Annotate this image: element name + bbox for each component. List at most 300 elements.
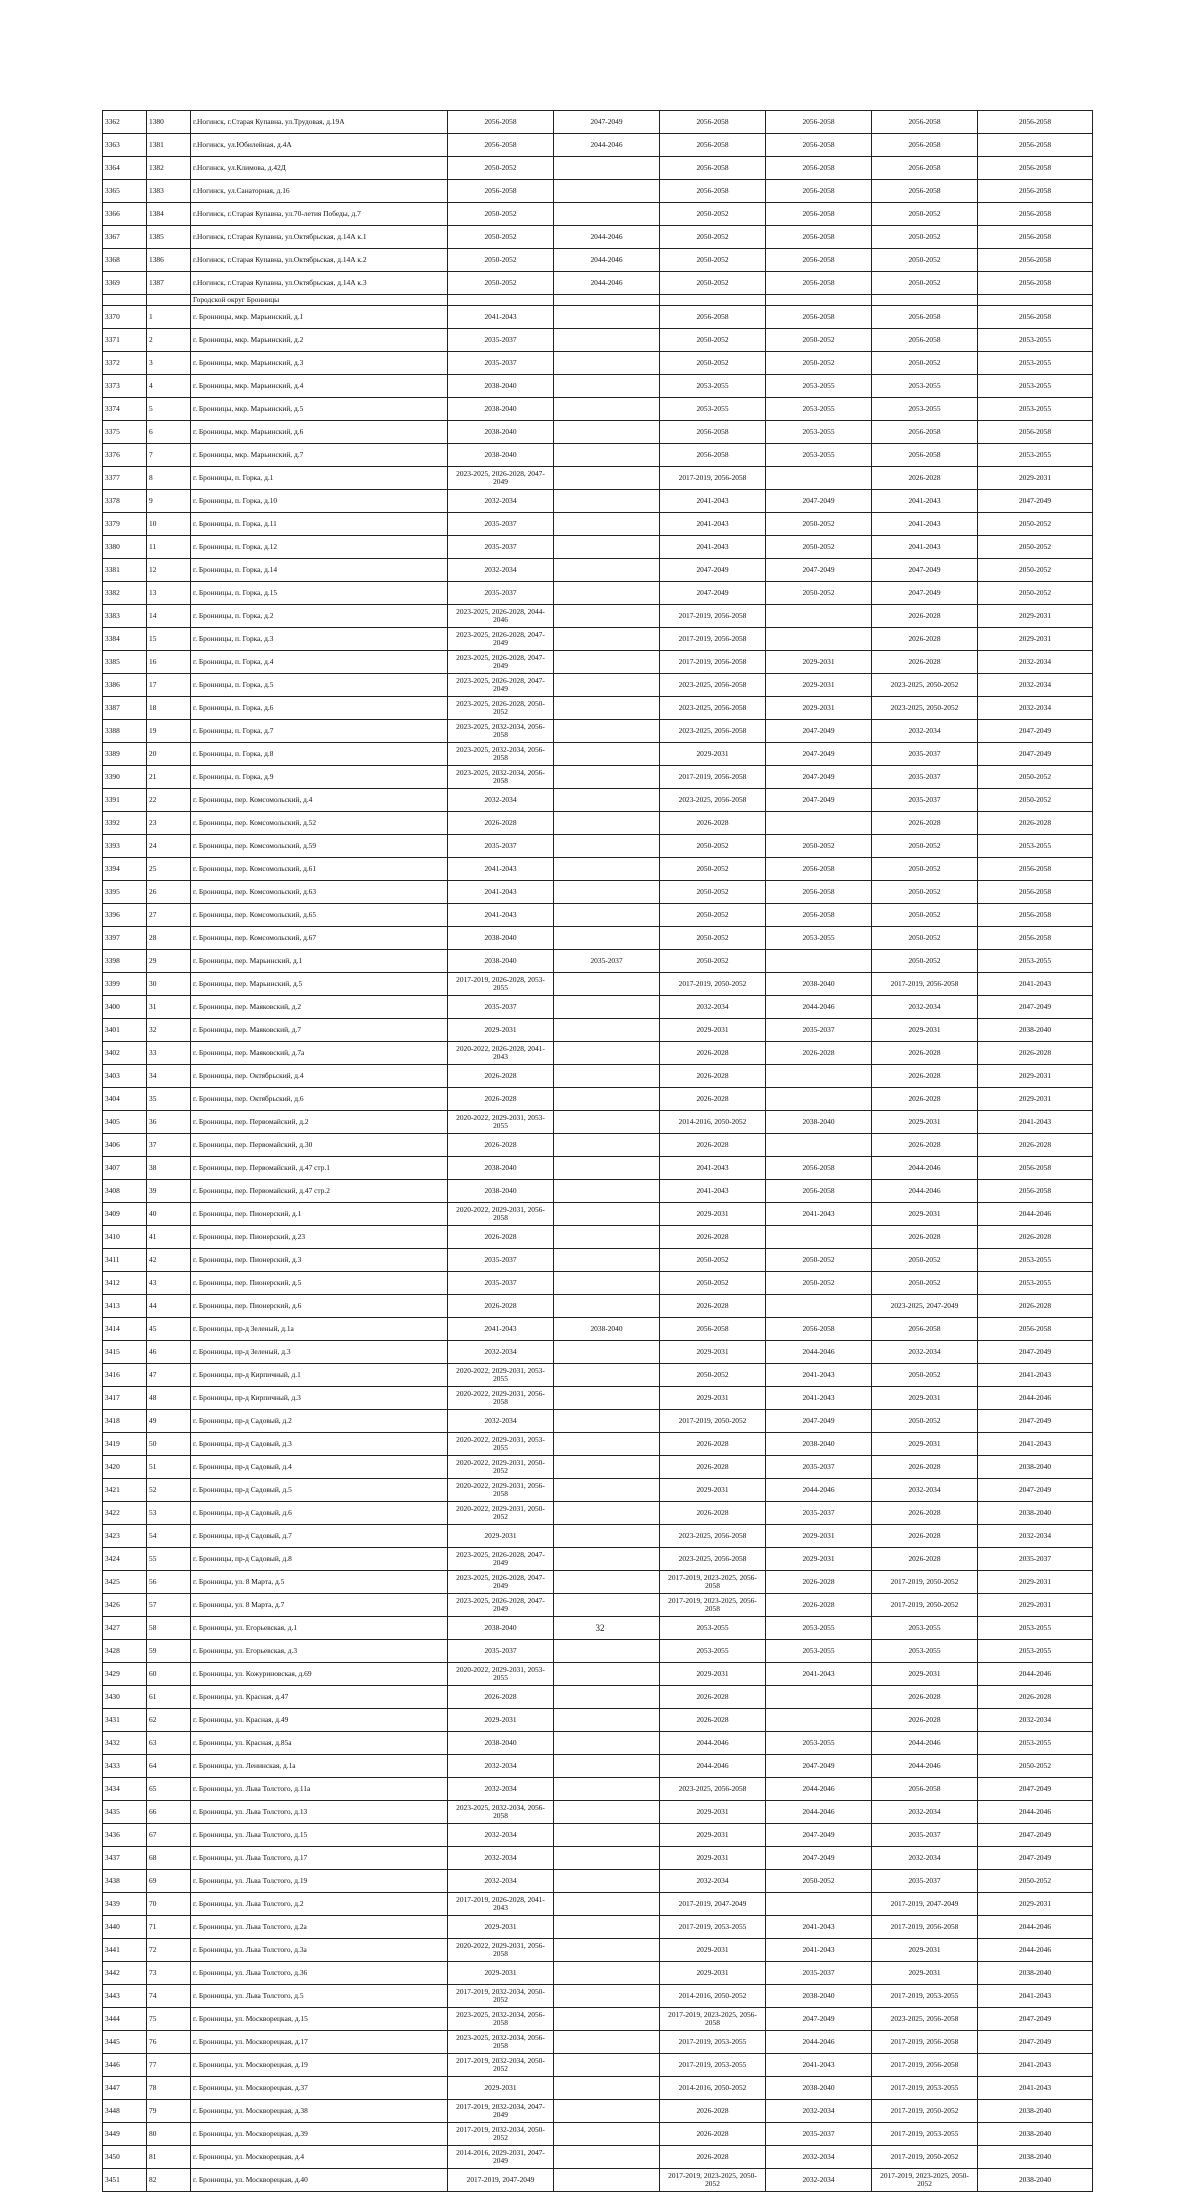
table-row: [103, 157, 1093, 180]
period-cell: [554, 1019, 660, 1042]
period-cell: 2020-2022, 2029-2031, 2053-2055: [448, 1364, 554, 1387]
address-cell: г. Бронницы, ул. Льва Толстого, д.11а: [191, 1778, 448, 1801]
table-row: [103, 1410, 1093, 1433]
period-cell: 2038-2040: [448, 950, 554, 973]
row-number: 10: [147, 513, 191, 536]
row-number: 45: [147, 1318, 191, 1341]
period-cell: 2041-2043: [660, 490, 766, 513]
period-cell: [554, 490, 660, 513]
period-cell: 2041-2043: [978, 2054, 1093, 2077]
table-row: [103, 605, 1093, 628]
table-row: [103, 1226, 1093, 1249]
period-cell: 2029-2031: [872, 1387, 978, 1410]
row-id: 3451: [103, 2169, 147, 2192]
period-cell: 2056-2058: [978, 927, 1093, 950]
row-number: 16: [147, 651, 191, 674]
address-cell: г. Бронницы, п. Горка, д.3: [191, 628, 448, 651]
period-cell: 2056-2058: [766, 904, 872, 927]
period-cell: 2023-2025, 2026-2028, 2047-2049: [448, 467, 554, 490]
period-cell: [554, 743, 660, 766]
row-id: 3379: [103, 513, 147, 536]
address-cell: Городской округ Бронницы: [191, 295, 448, 306]
address-cell: г.Ногинск, ул.Санаторная, д.16: [191, 180, 448, 203]
period-cell: [554, 559, 660, 582]
row-id: 3404: [103, 1088, 147, 1111]
period-cell: [766, 1088, 872, 1111]
period-cell: 2026-2028: [448, 1134, 554, 1157]
period-cell: 2050-2052: [766, 352, 872, 375]
period-cell: 2017-2019, 2047-2049: [872, 1893, 978, 1916]
period-cell: 2050-2052: [872, 1364, 978, 1387]
period-cell: 2026-2028: [872, 1042, 978, 1065]
period-cell: 2017-2019, 2056-2058: [872, 973, 978, 996]
group-header-row: [103, 295, 1093, 306]
period-cell: 2023-2025, 2032-2034, 2056-2058: [448, 720, 554, 743]
period-cell: 2023-2025, 2056-2058: [660, 1548, 766, 1571]
period-cell: 2047-2049: [766, 720, 872, 743]
table-row: [103, 203, 1093, 226]
address-cell: г. Бронницы, п. Горка, д.2: [191, 605, 448, 628]
period-cell: 2050-2052: [872, 352, 978, 375]
period-cell: 2038-2040: [766, 1985, 872, 2008]
period-cell: [554, 1709, 660, 1732]
row-number: 46: [147, 1341, 191, 1364]
address-cell: г. Бронницы, пер. Марьинский, д.1: [191, 950, 448, 973]
address-cell: г. Бронницы, п. Горка, д.6: [191, 697, 448, 720]
table-row: [103, 249, 1093, 272]
period-cell: 2056-2058: [766, 157, 872, 180]
period-cell: 2026-2028: [872, 651, 978, 674]
period-cell: 2038-2040: [978, 1019, 1093, 1042]
row-id: 3389: [103, 743, 147, 766]
period-cell: 2056-2058: [766, 1318, 872, 1341]
address-cell: г. Бронницы, ул. Льва Толстого, д.5: [191, 1985, 448, 2008]
period-cell: [448, 295, 554, 306]
period-cell: 2053-2055: [660, 1617, 766, 1640]
row-number: 59: [147, 1640, 191, 1663]
period-cell: 2047-2049: [978, 1778, 1093, 1801]
address-cell: г. Бронницы, пр-д Кирпичный, д.3: [191, 1387, 448, 1410]
address-cell: г. Бронницы, пер. Октябрьский, д.4: [191, 1065, 448, 1088]
period-cell: 2023-2025, 2056-2058: [660, 1525, 766, 1548]
row-number: 1381: [147, 134, 191, 157]
row-number: 57: [147, 1594, 191, 1617]
period-cell: [554, 605, 660, 628]
row-number: 8: [147, 467, 191, 490]
period-cell: 2044-2046: [766, 1341, 872, 1364]
period-cell: [554, 1548, 660, 1571]
row-number: 1382: [147, 157, 191, 180]
row-id: 3401: [103, 1019, 147, 1042]
table-row: [103, 1341, 1093, 1364]
row-number: 23: [147, 812, 191, 835]
period-cell: 2056-2058: [978, 134, 1093, 157]
period-cell: 2038-2040: [448, 1732, 554, 1755]
period-cell: 2029-2031: [448, 1525, 554, 1548]
row-id: 3441: [103, 1939, 147, 1962]
period-cell: 2026-2028: [978, 812, 1093, 835]
period-cell: 2038-2040: [978, 1456, 1093, 1479]
period-cell: 2035-2037: [766, 1502, 872, 1525]
row-number: 13: [147, 582, 191, 605]
period-cell: 2056-2058: [978, 180, 1093, 203]
period-cell: 2017-2019, 2023-2025, 2050-2052: [872, 2169, 978, 2192]
period-cell: 2053-2055: [766, 1640, 872, 1663]
row-id: 3387: [103, 697, 147, 720]
period-cell: 2017-2019, 2050-2052: [872, 1571, 978, 1594]
period-cell: 2056-2058: [978, 858, 1093, 881]
period-cell: 2047-2049: [978, 1341, 1093, 1364]
period-cell: 2050-2052: [448, 272, 554, 295]
period-cell: [554, 1433, 660, 1456]
row-id: 3391: [103, 789, 147, 812]
row-id: 3400: [103, 996, 147, 1019]
period-cell: [766, 628, 872, 651]
table-row: [103, 444, 1093, 467]
period-cell: 2053-2055: [766, 421, 872, 444]
period-cell: 2026-2028: [766, 1042, 872, 1065]
row-id: 3411: [103, 1249, 147, 1272]
period-cell: 2056-2058: [978, 249, 1093, 272]
period-cell: 2056-2058: [978, 904, 1093, 927]
period-cell: 2020-2022, 2029-2031, 2050-2052: [448, 1456, 554, 1479]
table-row: [103, 1962, 1093, 1985]
period-cell: 2041-2043: [448, 904, 554, 927]
period-cell: 2056-2058: [766, 858, 872, 881]
period-cell: 2047-2049: [872, 582, 978, 605]
period-cell: [872, 295, 978, 306]
period-cell: [554, 1065, 660, 1088]
row-id: 3438: [103, 1870, 147, 1893]
period-cell: 2029-2031: [872, 1939, 978, 1962]
address-cell: г.Ногинск, ул.Климова, д.42Д: [191, 157, 448, 180]
period-cell: 2035-2037: [448, 1640, 554, 1663]
row-id: 3417: [103, 1387, 147, 1410]
row-id: 3414: [103, 1318, 147, 1341]
period-cell: 2023-2025, 2026-2028, 2047-2049: [448, 1571, 554, 1594]
period-cell: [554, 1594, 660, 1617]
row-id: 3385: [103, 651, 147, 674]
address-cell: г. Бронницы, пер. Пионерский, д.3: [191, 1249, 448, 1272]
period-cell: [554, 973, 660, 996]
period-cell: 2041-2043: [766, 1364, 872, 1387]
row-id: 3369: [103, 272, 147, 295]
period-cell: [554, 2100, 660, 2123]
address-cell: г. Бронницы, мкр. Марьинский, д.1: [191, 306, 448, 329]
period-cell: 2041-2043: [978, 973, 1093, 996]
period-cell: 2047-2049: [766, 1847, 872, 1870]
address-cell: г. Бронницы, пер. Пионерский, д.6: [191, 1295, 448, 1318]
period-cell: [766, 295, 872, 306]
row-id: 3402: [103, 1042, 147, 1065]
period-cell: [554, 2031, 660, 2054]
address-cell: г. Бронницы, ул. Льва Толстого, д.3а: [191, 1939, 448, 1962]
period-cell: 2050-2052: [766, 536, 872, 559]
row-number: 14: [147, 605, 191, 628]
table-row: [103, 1065, 1093, 1088]
period-cell: 2017-2019, 2050-2052: [660, 973, 766, 996]
period-cell: [554, 1525, 660, 1548]
period-cell: [554, 203, 660, 226]
row-number: 73: [147, 1962, 191, 1985]
table-row: [103, 1295, 1093, 1318]
address-cell: г. Бронницы, пр-д Садовый, д.6: [191, 1502, 448, 1525]
period-cell: 2053-2055: [978, 444, 1093, 467]
row-number: 9: [147, 490, 191, 513]
table-row: [103, 720, 1093, 743]
period-cell: 2017-2019, 2053-2055: [660, 1916, 766, 1939]
row-number: 66: [147, 1801, 191, 1824]
period-cell: 2041-2043: [660, 536, 766, 559]
period-cell: [660, 295, 766, 306]
period-cell: 2026-2028: [978, 1226, 1093, 1249]
period-cell: 2023-2025, 2032-2034, 2056-2058: [448, 2031, 554, 2054]
period-cell: 2056-2058: [766, 111, 872, 134]
address-cell: г. Бронницы, пер. Комсомольский, д.59: [191, 835, 448, 858]
period-cell: [554, 1640, 660, 1663]
table-row: [103, 2146, 1093, 2169]
period-cell: 2017-2019, 2023-2025, 2056-2058: [660, 1594, 766, 1617]
period-cell: [554, 904, 660, 927]
table-row: [103, 536, 1093, 559]
row-number: 30: [147, 973, 191, 996]
period-cell: 2038-2040: [766, 973, 872, 996]
period-cell: 2041-2043: [766, 1663, 872, 1686]
address-cell: г. Бронницы, пер. Первомайский, д.47 стр.1: [191, 1157, 448, 1180]
period-cell: 2029-2031: [766, 1548, 872, 1571]
period-cell: 2035-2037: [448, 352, 554, 375]
period-cell: 2053-2055: [872, 1640, 978, 1663]
page-number: 32: [595, 1623, 605, 1633]
period-cell: [554, 1893, 660, 1916]
period-cell: 2056-2058: [448, 111, 554, 134]
period-cell: 2026-2028: [872, 1456, 978, 1479]
period-cell: 2026-2028: [448, 812, 554, 835]
period-cell: [766, 1295, 872, 1318]
period-cell: 2035-2037: [872, 743, 978, 766]
row-id: 3392: [103, 812, 147, 835]
table-row: [103, 1088, 1093, 1111]
period-cell: 2047-2049: [766, 559, 872, 582]
row-id: 3378: [103, 490, 147, 513]
address-cell: г. Бронницы, пер. Первомайский, д.30: [191, 1134, 448, 1157]
period-cell: 2026-2028: [872, 605, 978, 628]
address-cell: г. Бронницы, пер. Комсомольский, д.67: [191, 927, 448, 950]
address-cell: г. Бронницы, ул. Льва Толстого, д.19: [191, 1870, 448, 1893]
table-row: [103, 1686, 1093, 1709]
row-id: 3403: [103, 1065, 147, 1088]
row-id: 3396: [103, 904, 147, 927]
period-cell: 2050-2052: [978, 559, 1093, 582]
address-cell: г.Ногинск, г.Старая Купавна, ул.Трудовая, д.19А: [191, 111, 448, 134]
row-number: 48: [147, 1387, 191, 1410]
table-row: [103, 329, 1093, 352]
table-row: [103, 1939, 1093, 1962]
row-id: 3406: [103, 1134, 147, 1157]
period-cell: 2038-2040: [978, 2100, 1093, 2123]
table-row: [103, 1180, 1093, 1203]
period-cell: 2029-2031: [660, 1824, 766, 1847]
row-number: 29: [147, 950, 191, 973]
period-cell: 2026-2028: [660, 1686, 766, 1709]
period-cell: [554, 2169, 660, 2192]
row-id: 3384: [103, 628, 147, 651]
address-cell: г. Бронницы, ул. Егорьевская, д.1: [191, 1617, 448, 1640]
address-cell: г. Бронницы, мкр. Марьинский, д.6: [191, 421, 448, 444]
row-number: 71: [147, 1916, 191, 1939]
row-id: 3428: [103, 1640, 147, 1663]
period-cell: [554, 1778, 660, 1801]
period-cell: 2032-2034: [872, 1847, 978, 1870]
period-cell: 2038-2040: [978, 1962, 1093, 1985]
period-cell: 2038-2040: [448, 1180, 554, 1203]
period-cell: [766, 950, 872, 973]
row-number: 47: [147, 1364, 191, 1387]
period-cell: 2026-2028: [978, 1042, 1093, 1065]
period-cell: 2053-2055: [978, 375, 1093, 398]
address-cell: г. Бронницы, мкр. Марьинский, д.7: [191, 444, 448, 467]
address-cell: г. Бронницы, мкр. Марьинский, д.5: [191, 398, 448, 421]
period-cell: [554, 2077, 660, 2100]
row-number: 76: [147, 2031, 191, 2054]
table-row: [103, 352, 1093, 375]
period-cell: 2026-2028: [660, 1042, 766, 1065]
period-cell: 2047-2049: [978, 743, 1093, 766]
period-cell: 2026-2028: [872, 1686, 978, 1709]
table-row: [103, 1525, 1093, 1548]
row-number: 1385: [147, 226, 191, 249]
period-cell: 2044-2046: [554, 249, 660, 272]
period-cell: 2041-2043: [660, 1157, 766, 1180]
period-cell: 2053-2055: [660, 375, 766, 398]
period-cell: 2050-2052: [766, 1249, 872, 1272]
period-cell: [554, 1870, 660, 1893]
table-row: [103, 973, 1093, 996]
address-cell: г. Бронницы, ул. Москворецкая, д.19: [191, 2054, 448, 2077]
period-cell: 2032-2034: [660, 1870, 766, 1893]
row-number: 4: [147, 375, 191, 398]
address-cell: г. Бронницы, ул. Москворецкая, д.40: [191, 2169, 448, 2192]
address-cell: г. Бронницы, ул. Льва Толстого, д.15: [191, 1824, 448, 1847]
period-cell: 2047-2049: [978, 2008, 1093, 2031]
period-cell: 2053-2055: [978, 352, 1093, 375]
period-cell: 2050-2052: [660, 950, 766, 973]
period-cell: 2032-2034: [978, 1709, 1093, 1732]
period-cell: 2053-2055: [978, 1617, 1093, 1640]
period-cell: 2056-2058: [766, 180, 872, 203]
period-cell: 2050-2052: [978, 789, 1093, 812]
period-cell: 2014-2016, 2050-2052: [660, 1111, 766, 1134]
period-cell: 2050-2052: [448, 249, 554, 272]
period-cell: 2050-2052: [660, 881, 766, 904]
period-cell: 2044-2046: [660, 1755, 766, 1778]
period-cell: 2029-2031: [660, 1801, 766, 1824]
period-cell: 2029-2031: [448, 1962, 554, 1985]
period-cell: 2032-2034: [766, 2100, 872, 2123]
period-cell: [554, 513, 660, 536]
period-cell: 2044-2046: [872, 1755, 978, 1778]
period-cell: 2017-2019, 2056-2058: [660, 467, 766, 490]
address-cell: г. Бронницы, ул. Красная, д.47: [191, 1686, 448, 1709]
row-number: 74: [147, 1985, 191, 2008]
period-cell: [554, 1663, 660, 1686]
period-cell: 2029-2031: [872, 1663, 978, 1686]
row-id: 3395: [103, 881, 147, 904]
row-id: 3371: [103, 329, 147, 352]
row-id: 3412: [103, 1272, 147, 1295]
table-row: [103, 2100, 1093, 2123]
row-id: 3445: [103, 2031, 147, 2054]
row-number: 11: [147, 536, 191, 559]
period-cell: [554, 1410, 660, 1433]
table-row: [103, 743, 1093, 766]
period-cell: 2056-2058: [872, 157, 978, 180]
address-cell: г. Бронницы, мкр. Марьинский, д.3: [191, 352, 448, 375]
period-cell: 2029-2031: [660, 1341, 766, 1364]
period-cell: 2029-2031: [978, 1571, 1093, 1594]
period-cell: [554, 1364, 660, 1387]
table-row: [103, 2054, 1093, 2077]
row-number: 65: [147, 1778, 191, 1801]
period-cell: 2041-2043: [448, 881, 554, 904]
address-cell: г. Бронницы, ул. Москворецкая, д.17: [191, 2031, 448, 2054]
row-id: 3448: [103, 2100, 147, 2123]
period-cell: 2044-2046: [978, 1939, 1093, 1962]
table-row: [103, 1594, 1093, 1617]
period-cell: [554, 1295, 660, 1318]
table-row: [103, 1272, 1093, 1295]
period-cell: 2056-2058: [766, 1180, 872, 1203]
address-cell: г. Бронницы, п. Горка, д.9: [191, 766, 448, 789]
period-cell: 2056-2058: [978, 881, 1093, 904]
table-row: [103, 1755, 1093, 1778]
period-cell: 2029-2031: [872, 1019, 978, 1042]
row-id: 3390: [103, 766, 147, 789]
period-cell: 2047-2049: [766, 1824, 872, 1847]
period-cell: 2056-2058: [978, 157, 1093, 180]
period-cell: 2050-2052: [660, 352, 766, 375]
row-number: 55: [147, 1548, 191, 1571]
row-id: 3376: [103, 444, 147, 467]
period-cell: 2056-2058: [872, 1778, 978, 1801]
period-cell: [554, 766, 660, 789]
row-number: 77: [147, 2054, 191, 2077]
period-cell: 2056-2058: [660, 306, 766, 329]
period-cell: 2029-2031: [766, 674, 872, 697]
period-cell: 2056-2058: [872, 444, 978, 467]
address-cell: г. Бронницы, п. Горка, д.7: [191, 720, 448, 743]
period-cell: 2023-2025, 2056-2058: [872, 2008, 978, 2031]
row-number: 44: [147, 1295, 191, 1318]
period-cell: [766, 467, 872, 490]
row-id: 3421: [103, 1479, 147, 1502]
period-cell: 2026-2028: [448, 1295, 554, 1318]
period-cell: 2038-2040: [766, 2077, 872, 2100]
period-cell: 2035-2037: [448, 536, 554, 559]
row-id: 3436: [103, 1824, 147, 1847]
address-cell: г. Бронницы, пер. Марьинский, д.5: [191, 973, 448, 996]
period-cell: 2032-2034: [766, 2169, 872, 2192]
table-row: [103, 1732, 1093, 1755]
period-cell: 2038-2040: [766, 1433, 872, 1456]
period-cell: 2050-2052: [660, 927, 766, 950]
table-row: [103, 812, 1093, 835]
period-cell: 2020-2022, 2029-2031, 2056-2058: [448, 1479, 554, 1502]
period-cell: 2047-2049: [978, 490, 1093, 513]
period-cell: 2023-2025, 2026-2028, 2047-2049: [448, 651, 554, 674]
period-cell: [554, 628, 660, 651]
period-cell: 2041-2043: [448, 306, 554, 329]
